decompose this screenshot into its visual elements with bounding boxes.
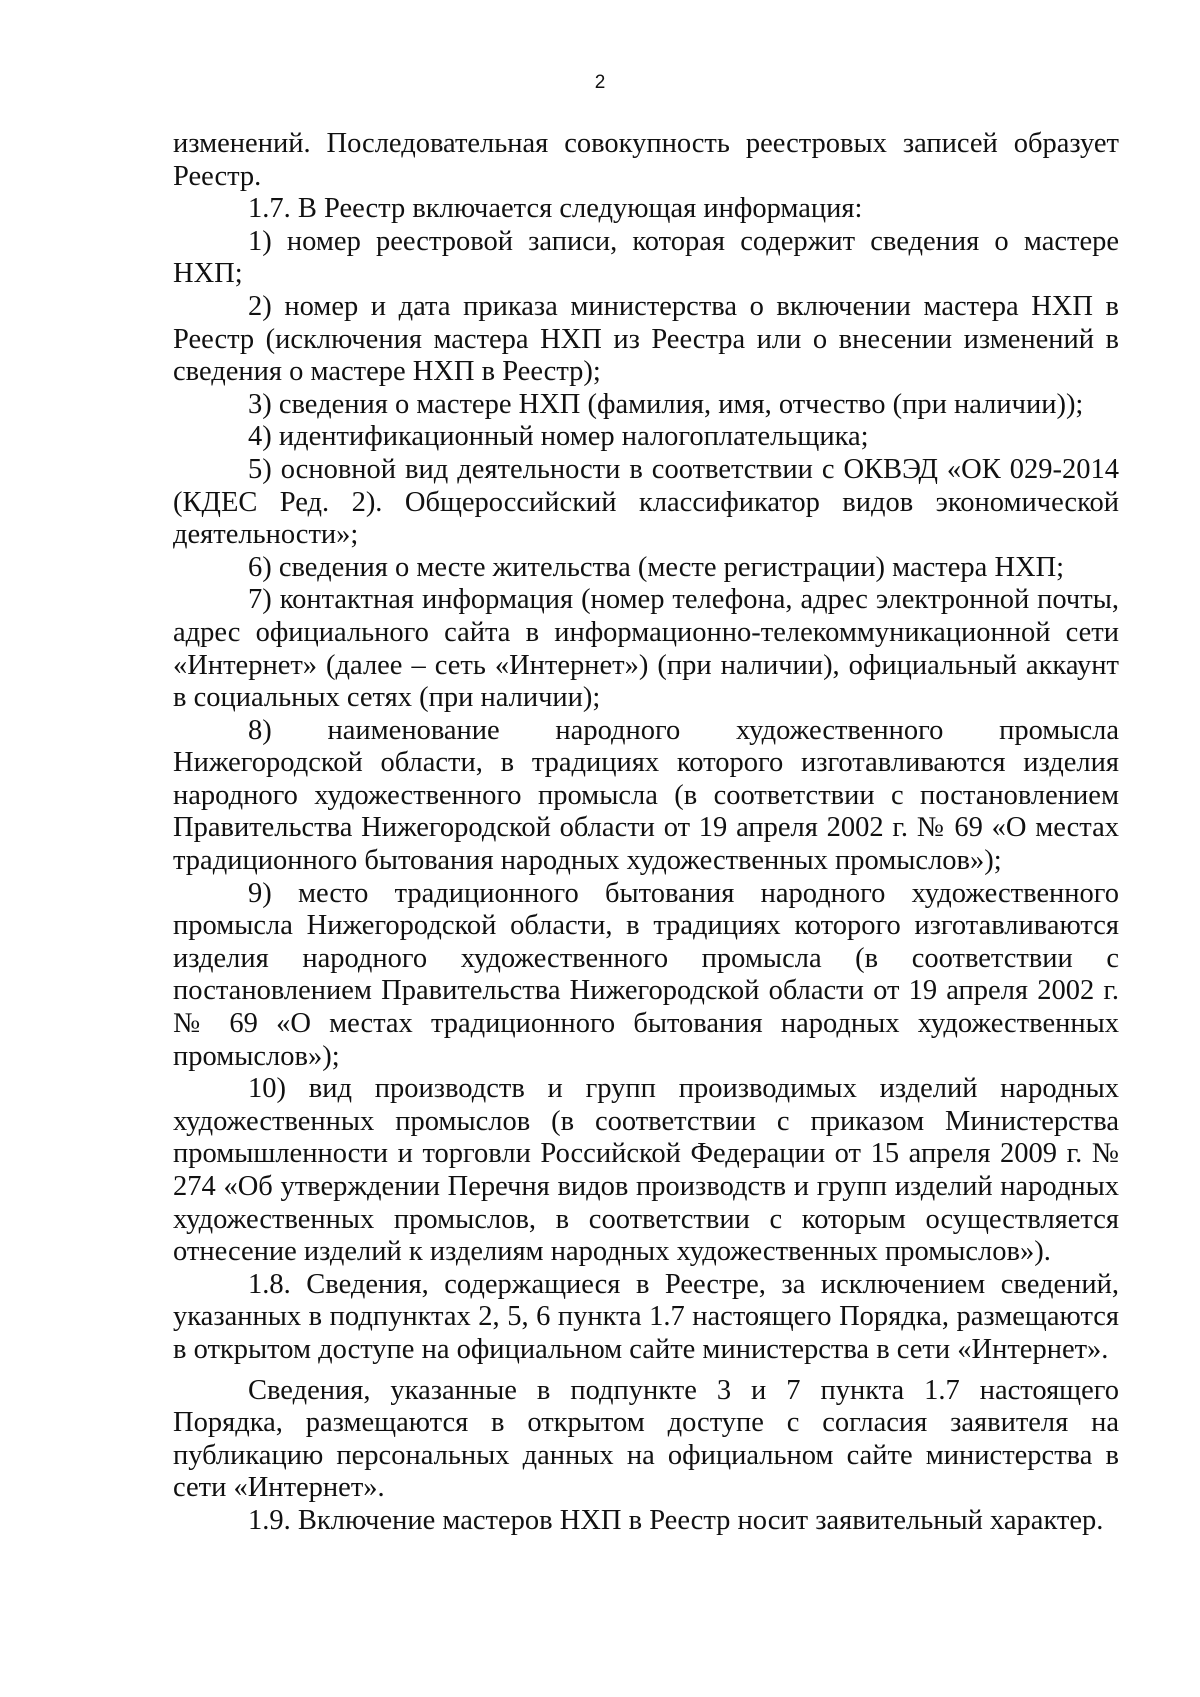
paragraph-continuation: изменений. Последовательная совокупность реестровых записей образует Реестр. <box>173 128 1119 192</box>
paragraph-consent: Сведения, указанные в подпункте 3 и 7 пункта 1.7 настоящего Порядка, размещаются в открытом доступе с согласия заявителя на публикацию персональных данных на официальном сайте министерства в сети «Интернет». <box>173 1374 1119 1504</box>
list-item-8: 8) наименование народного художественного промысла Нижегородской области, в традициях которого изготавливаются изделия народного художественного промысла (в соответствии с постановлением Правительства Нижегородской области от 19 апреля 2002 г. № 69 «О местах традиционного бытования народных художественных промыслов»); <box>173 714 1119 877</box>
list-item-1: 1) номер реестровой записи, которая содержит сведения о мастере НХП; <box>173 225 1119 290</box>
list-item-10: 10) вид производств и групп производимых изделий народных художественных промыслов (в соответствии с приказом Министерства промышленности и торговли Российской Федерации от 15 апреля 2009 г. № 274 «Об утверждении Перечня видов производств и групп изделий народных художественных промыслов, в соответствии с которым осуществляется отнесение изделий к изделиям народных художественных промыслов»). <box>173 1073 1119 1268</box>
list-item-6: 6) сведения о месте жительства (месте регистрации) мастера НХП; <box>248 551 1065 583</box>
document-body <box>173 128 1119 1538</box>
list-item-5: 5) основной вид деятельности в соответствии с ОКВЭД «ОК 029-2014 (КДЕС Ред. 2). Общероссийский классификатор видов экономической деятельности»; <box>173 453 1119 551</box>
list-item-7: 7) контактная информация (номер телефона, адрес электронной почты, адрес официального сайта в информационно-телекоммуникационной сети «Интернет» (далее – сеть «Интернет») (при наличии), официальный аккаунт в социальных сетях (при наличии); <box>173 584 1119 714</box>
list-item-4: 4) идентификационный номер налогоплательщика; <box>248 421 869 453</box>
paragraph-1-8: 1.8. Сведения, содержащиеся в Реестре, за исключением сведений, указанных в подпунктах 2, 5, 6 пункта 1.7 настоящего Порядка, размещаются в открытом доступе на официальном сайте министерства в сети «Интернет». <box>173 1268 1119 1365</box>
list-item-9: 9) место традиционного бытования народного художественного промысла Нижегородской области, в традициях которого изготавливаются изделия народного художественного промысла (в соответствии с постановлением Правительства Нижегородской области от 19 апреля 2002 г. № 69 «О местах традиционного бытования народных художественных промыслов»); <box>173 877 1119 1072</box>
page-number: 2 <box>594 72 606 93</box>
list-item-2: 2) номер и дата приказа министерства о включении мастера НХП в Реестр (исключения мастера НХП из Реестра или о внесении изменений в сведения о мастере НХП в Реестр); <box>173 290 1119 388</box>
paragraph-1-9: 1.9. Включение мастеров НХП в Реестр носит заявительный характер. <box>248 1504 1104 1536</box>
list-item-3: 3) сведения о мастере НХП (фамилия, имя, отчество (при наличии)); <box>248 388 1084 420</box>
paragraph-1-7: 1.7. В Реестр включается следующая информация: <box>248 193 863 225</box>
